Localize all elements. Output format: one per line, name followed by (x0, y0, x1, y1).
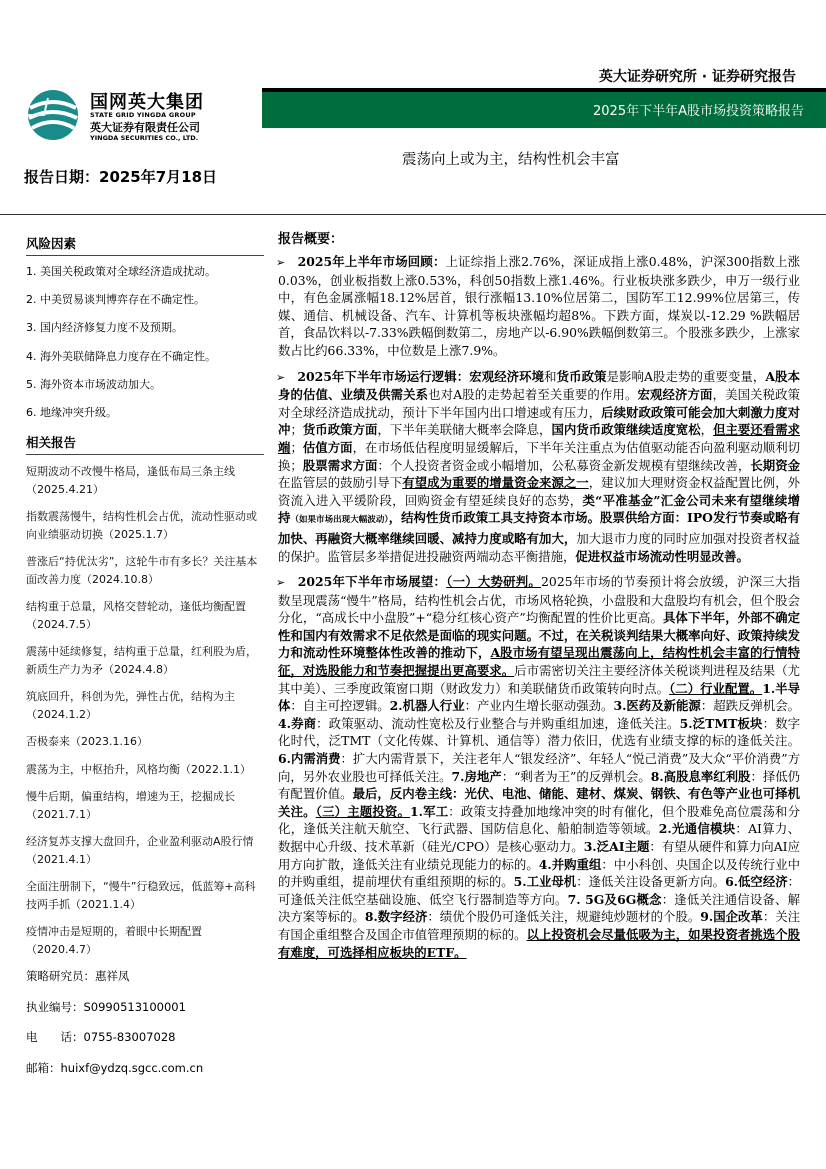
analyst-cert-number: 执业编号：S0990513100001 (26, 999, 186, 1014)
related-reports-list (26, 463, 264, 958)
text-run: 也对A股的走势起着至关重要的作用。 (428, 387, 638, 403)
text-run: 3.医药及新能源 (613, 698, 701, 714)
text-run: ：超跌反弹机会。 (700, 698, 801, 714)
related-report-link[interactable]: 筑底回升，科创为先，弹性占优，结构为主（2024.1.2） (26, 690, 235, 721)
text-run: 具体下半年，外部不确定性和国内有效需求不足依然是面临的现实问题。不过，在关税谈判结果大概率向好、政策持续发力和流动性环境整体性改善的推动下， (278, 610, 800, 661)
text-run: 1.军工 (410, 803, 449, 819)
paragraph-body: 上证综指上涨2.76%，深证成指上涨0.48%，沪深300指数上涨0.03%，创业板指数上涨0.53%，科创50指数上涨1.46%。行业板块涨多跌少，申万一级行业中，有色金属涨幅18.12%居首，银行涨幅13.10%位居第二，国防军工12.99%位居第三，传媒、通信、机械设备、汽车、计算机等板块涨幅均超8%。下跌方面，煤炭以-12.29 %跌幅居首，食品饮料以-7.33%跌幅倒数第二，房地产以-6.90%跌幅倒数第三。个股涨多跌少，上涨家数占比约66.33%，中位数是上涨7.9%。 (278, 254, 800, 358)
analyst-email[interactable]: 邮箱：huixf@ydzq.sgcc.com.cn (26, 1060, 204, 1075)
analyst-name: 策略研究员：惠祥凤 (26, 969, 130, 984)
text-run: 在监管层的鼓励引导下 (278, 475, 403, 491)
text-run: ，建议加大理财资金权益配置比例，外资流入进入平缓阶段，回购资金有望延续良好的态势， (278, 475, 801, 508)
text-run: ； (290, 439, 303, 455)
text-run: 8.数字经济 (364, 909, 428, 925)
risk-item: 1. 美国关税政策对全球经济造成扰动。 (26, 265, 216, 278)
text-run: 类“平准基金”汇金公司未来有望继续增持 (278, 492, 800, 526)
risk-list (26, 264, 264, 421)
risk-section-title: 风险因素 (26, 234, 264, 256)
text-run: ， (700, 422, 714, 438)
text-run: 和 (544, 368, 557, 384)
text-run: ，美国关税政策对全球经济造成扰动，预计下半年国内出口增速或有压力， (278, 387, 801, 420)
arrow-bullet-icon: ➢ (276, 370, 286, 384)
text-run: 2.机器人行业 (389, 698, 465, 714)
text-run: 长期资金 (750, 457, 801, 473)
report-subtitle: 震荡向上或为主，结构性机会丰富 (402, 152, 620, 168)
text-run: ：“剩者为王”的反弹机会。 (501, 768, 651, 784)
analyst-phone: 电 话：0755-83007028 (26, 1030, 176, 1045)
text-run: 宏观经济环境 (469, 368, 545, 384)
text-run: 7. 5G及6G概念 (567, 891, 662, 907)
text-run: 后续财政政策可能会加大刺激力度对冲 (278, 404, 801, 438)
text-run: 4.并购重组 (538, 856, 602, 872)
text-run: 以上投资机会尽量低吸为主，如果投资者挑选个股有难度，可选择相应板块的ETF。 (278, 926, 801, 960)
text-run: ：政策支持叠加地缘冲突的时有催化，但个股难免高位震荡和分化，逢低关注航天航空、飞行武器、国防信息化、船舶制造等领域。 (278, 803, 800, 837)
related-report-link[interactable]: 经济复苏支撑大盘回升，企业盈利驱动A股行情（2021.4.1） (26, 835, 254, 866)
text-run: （一）大势研判。 (446, 574, 542, 590)
related-report-link[interactable]: 结构重于总量，风格交替轮动，逢低均衡配置（2024.7.5） (26, 600, 246, 631)
globe-logo-icon (26, 88, 80, 142)
text-run: （三）主题投资。 (315, 803, 411, 819)
summary-paragraph-outlook (278, 573, 800, 961)
text-run: 有望成为重要的增量资金来源之一 (402, 475, 589, 491)
sidebar (26, 234, 264, 1090)
related-reports-title: 相关报告 (26, 433, 264, 455)
research-institute-label: 英大证券研究所 · 证券研究报告 (598, 69, 796, 85)
text-run: ：择低仍有配置价值。 (278, 768, 801, 802)
header-banner-accent (262, 88, 826, 92)
text-run: （二）行业配置。 (669, 680, 763, 696)
text-run: 2.光通信模块 (658, 821, 736, 837)
text-run: ：有望从硬件和算力向AI应用方向扩散，逢低关注有业绩兑现能力的标的。 (278, 839, 801, 872)
text-run: ：逢低关注设备更新方向。 (576, 874, 726, 890)
text-run: 货币政策方面 (302, 422, 378, 438)
related-report-link[interactable]: 慢牛后期，偏重结构，增速为王，挖掘成长（2021.7.1） (26, 790, 235, 821)
text-run: 7.房地产 (451, 768, 502, 784)
risk-item: 3. 国内经济修复力度不及预期。 (26, 321, 183, 335)
summary-paragraph-review (278, 253, 800, 360)
text-run: 货币政策 (556, 368, 607, 384)
text-run: 2025年下半年市场展望： (297, 574, 447, 590)
text-run: ：产业内生增长驱动强劲。 (464, 698, 614, 714)
text-run: 但主要还看需求端 (278, 422, 801, 455)
text-run: 估值方面 (302, 439, 353, 455)
text-run: （如果市场出现大幅波动） (290, 515, 389, 526)
text-run: 国内货币政策继续适度宽松 (551, 422, 701, 438)
text-run: ：数字化时代，泛TMT（文化传媒、计算机、通信等）潜力依旧，优选有业绩支撑的标的逢低关注。 (278, 715, 801, 749)
related-report-link[interactable]: 震荡为主，中枢抬升，风格均衡（2022.1.1） (26, 762, 251, 776)
summary-paragraph-logic (278, 368, 800, 566)
risk-item: 5. 海外资本市场波动加大。 (26, 377, 161, 391)
related-report-link[interactable]: 全面注册制下，“慢牛”行稳致远，低蓝筹+高科技两手抓（2021.1.4） (26, 880, 256, 911)
text-run: ：扩大内需背景下，关注老年人“银发经济”、年轻人“悦己消费”及大众“平价消费”方向，另外农业股也可择低关注。 (278, 751, 800, 784)
text-run: 宏观经济方面 (637, 387, 713, 403)
text-run: ； (290, 422, 303, 438)
text-run: 促进权益市场流动性明显改善。 (575, 548, 749, 564)
text-run: ：关注有国企重组整合及国企市值管理预期的标的。 (278, 909, 801, 942)
related-report-link[interactable]: 疫情冲击是短期的，着眼中长期配置（2020.4.7） (26, 925, 202, 956)
text-run: ，在市场低估程度明显缓解后，下半年关注重点为估值驱动能否向盈利驱动顺利切换； (278, 439, 801, 473)
text-run: 5.泛TMT板块 (679, 715, 763, 731)
text-run: 6.低空经济 (725, 874, 788, 890)
text-run: 8.高股息率红利股 (650, 768, 751, 784)
text-run: 9.国企改革 (700, 909, 763, 925)
text-run: 股票供给方面：IPO发行节奏或略有加快、再融资大概率继续回暖、减持力度或略有加大， (278, 510, 800, 546)
text-run: 最后，反内卷主线：光伏、电池、储能、建材、煤炭、钢铁、有色等产业也可择机关注。 (278, 786, 801, 819)
paragraph-heading: 2025年上半年市场回顾： (297, 254, 446, 269)
logo-group-name: 国网英大集团 (90, 92, 204, 113)
logo-company-name-en: YINGDA SECURITIES CO., LTD. (90, 134, 199, 142)
text-run: ：政策驱动、流动性宽松及行业整合与并购重组加速，逢低关注。 (316, 715, 680, 731)
summary-title: 报告概要： (278, 232, 344, 247)
text-run: 5.工业母机 (513, 874, 577, 890)
related-report-link[interactable]: 指数震荡慢牛，结构性机会占优，流动性驱动或向业绩驱动切换（2025.1.7） (26, 510, 257, 541)
text-run: ：个人投资者资金或小幅增加，公私募资金新发规模有望继续改善， (377, 457, 751, 473)
text-run: 6.内需消费 (278, 751, 341, 767)
related-report-link[interactable]: 普涨后“持优汰劣”，这轮牛市有多长？关注基本面改善力度（2024.10.8） (26, 555, 258, 586)
text-run: 2025年下半年市场运行逻辑： (297, 368, 470, 384)
text-run: A股市场有望呈现出震荡向上，结构性机会丰富的行情特征，对选股能力和节奏把握提出更高要求。 (278, 645, 800, 679)
report-date: 报告日期：2025年7月18日 (24, 168, 218, 186)
text-run: ：逢低关注通信设备、解决方案等标的。 (278, 891, 801, 925)
text-run: ：中小科创、央国企以及传统行业中的并购重组，提前埋伏有重组预期的标的。 (278, 856, 801, 890)
text-run: A股本身的估值、业绩及供需关系 (278, 368, 801, 403)
report-title: 2025年下半年A股市场投资策略报告 (593, 104, 804, 119)
logo-company-name: 英大证券有限责任公司 (90, 121, 200, 134)
risk-item: 2. 中美贸易谈判博弈存在不确定性。 (26, 293, 205, 307)
text-run: 3.泛AI主题 (583, 839, 650, 854)
text-run: 1.半导体 (278, 680, 800, 714)
text-run: 股票需求方面 (302, 457, 378, 473)
related-report-link[interactable]: 短期波动不改慢牛格局，逢低布局三条主线（2025.4.21） (26, 465, 235, 496)
risk-item: 6. 地缘冲突升级。 (26, 405, 117, 419)
risk-item: 4. 海外美联储降息力度存在不确定性。 (26, 349, 216, 363)
text-run: ，下半年美联储大概率会降息， (377, 422, 552, 438)
logo-group-name-en: STATE GRID YINGDA GROUP (90, 111, 196, 119)
text-run: 加大退市力度的同时应加强对投资者权益的保护。监管层多举措促进投融资两端动态平衡措施， (278, 530, 801, 564)
text-run: 是影响A股走势的重要变量， (606, 368, 766, 384)
text-run: 4.券商 (278, 715, 317, 731)
text-run: ：绩优个股仍可逢低关注，规避纯炒题材的个股。 (427, 909, 701, 925)
arrow-bullet-icon: ➢ (276, 256, 286, 269)
arrow-bullet-icon: ➢ (276, 576, 286, 590)
text-run: 后市需密切关注主要经济体关税谈判进程及结果（尤其中美）、三季度政策窗口期（财政发力）和美联储货币政策转向时点。 (278, 663, 801, 696)
text-run: ：可逢低关注低空基础设施、低空飞行器制造等方向。 (278, 874, 801, 907)
related-report-link[interactable]: 否极泰来（2023.1.16） (26, 735, 148, 749)
text-run: ，结构性货币政策工具支持资本市场。 (388, 510, 601, 526)
company-logo (26, 86, 256, 150)
related-report-link[interactable]: 震荡中延续修复，结构重于总量，红利股为盾，新质生产力为矛（2024.4.8） (26, 645, 257, 676)
text-run: ：AI算力、数据中心升级、技术革新（硅光/CPO）是核心驱动力。 (278, 821, 801, 854)
text-run: ：自主可控逻辑。 (290, 698, 390, 714)
text-run: 2025年市场的节奏预计将会放缓，沪深三大指数呈现震荡“慢牛”格局，结构性机会占优，市场风格轮换，小盘股和大盘股均有机会，但个股会分化，“高成长中小盘股”+“稳分红核心资产”均衡配置的性价比更高。 (278, 574, 800, 626)
report-summary (278, 228, 800, 969)
header-divider (0, 214, 826, 215)
